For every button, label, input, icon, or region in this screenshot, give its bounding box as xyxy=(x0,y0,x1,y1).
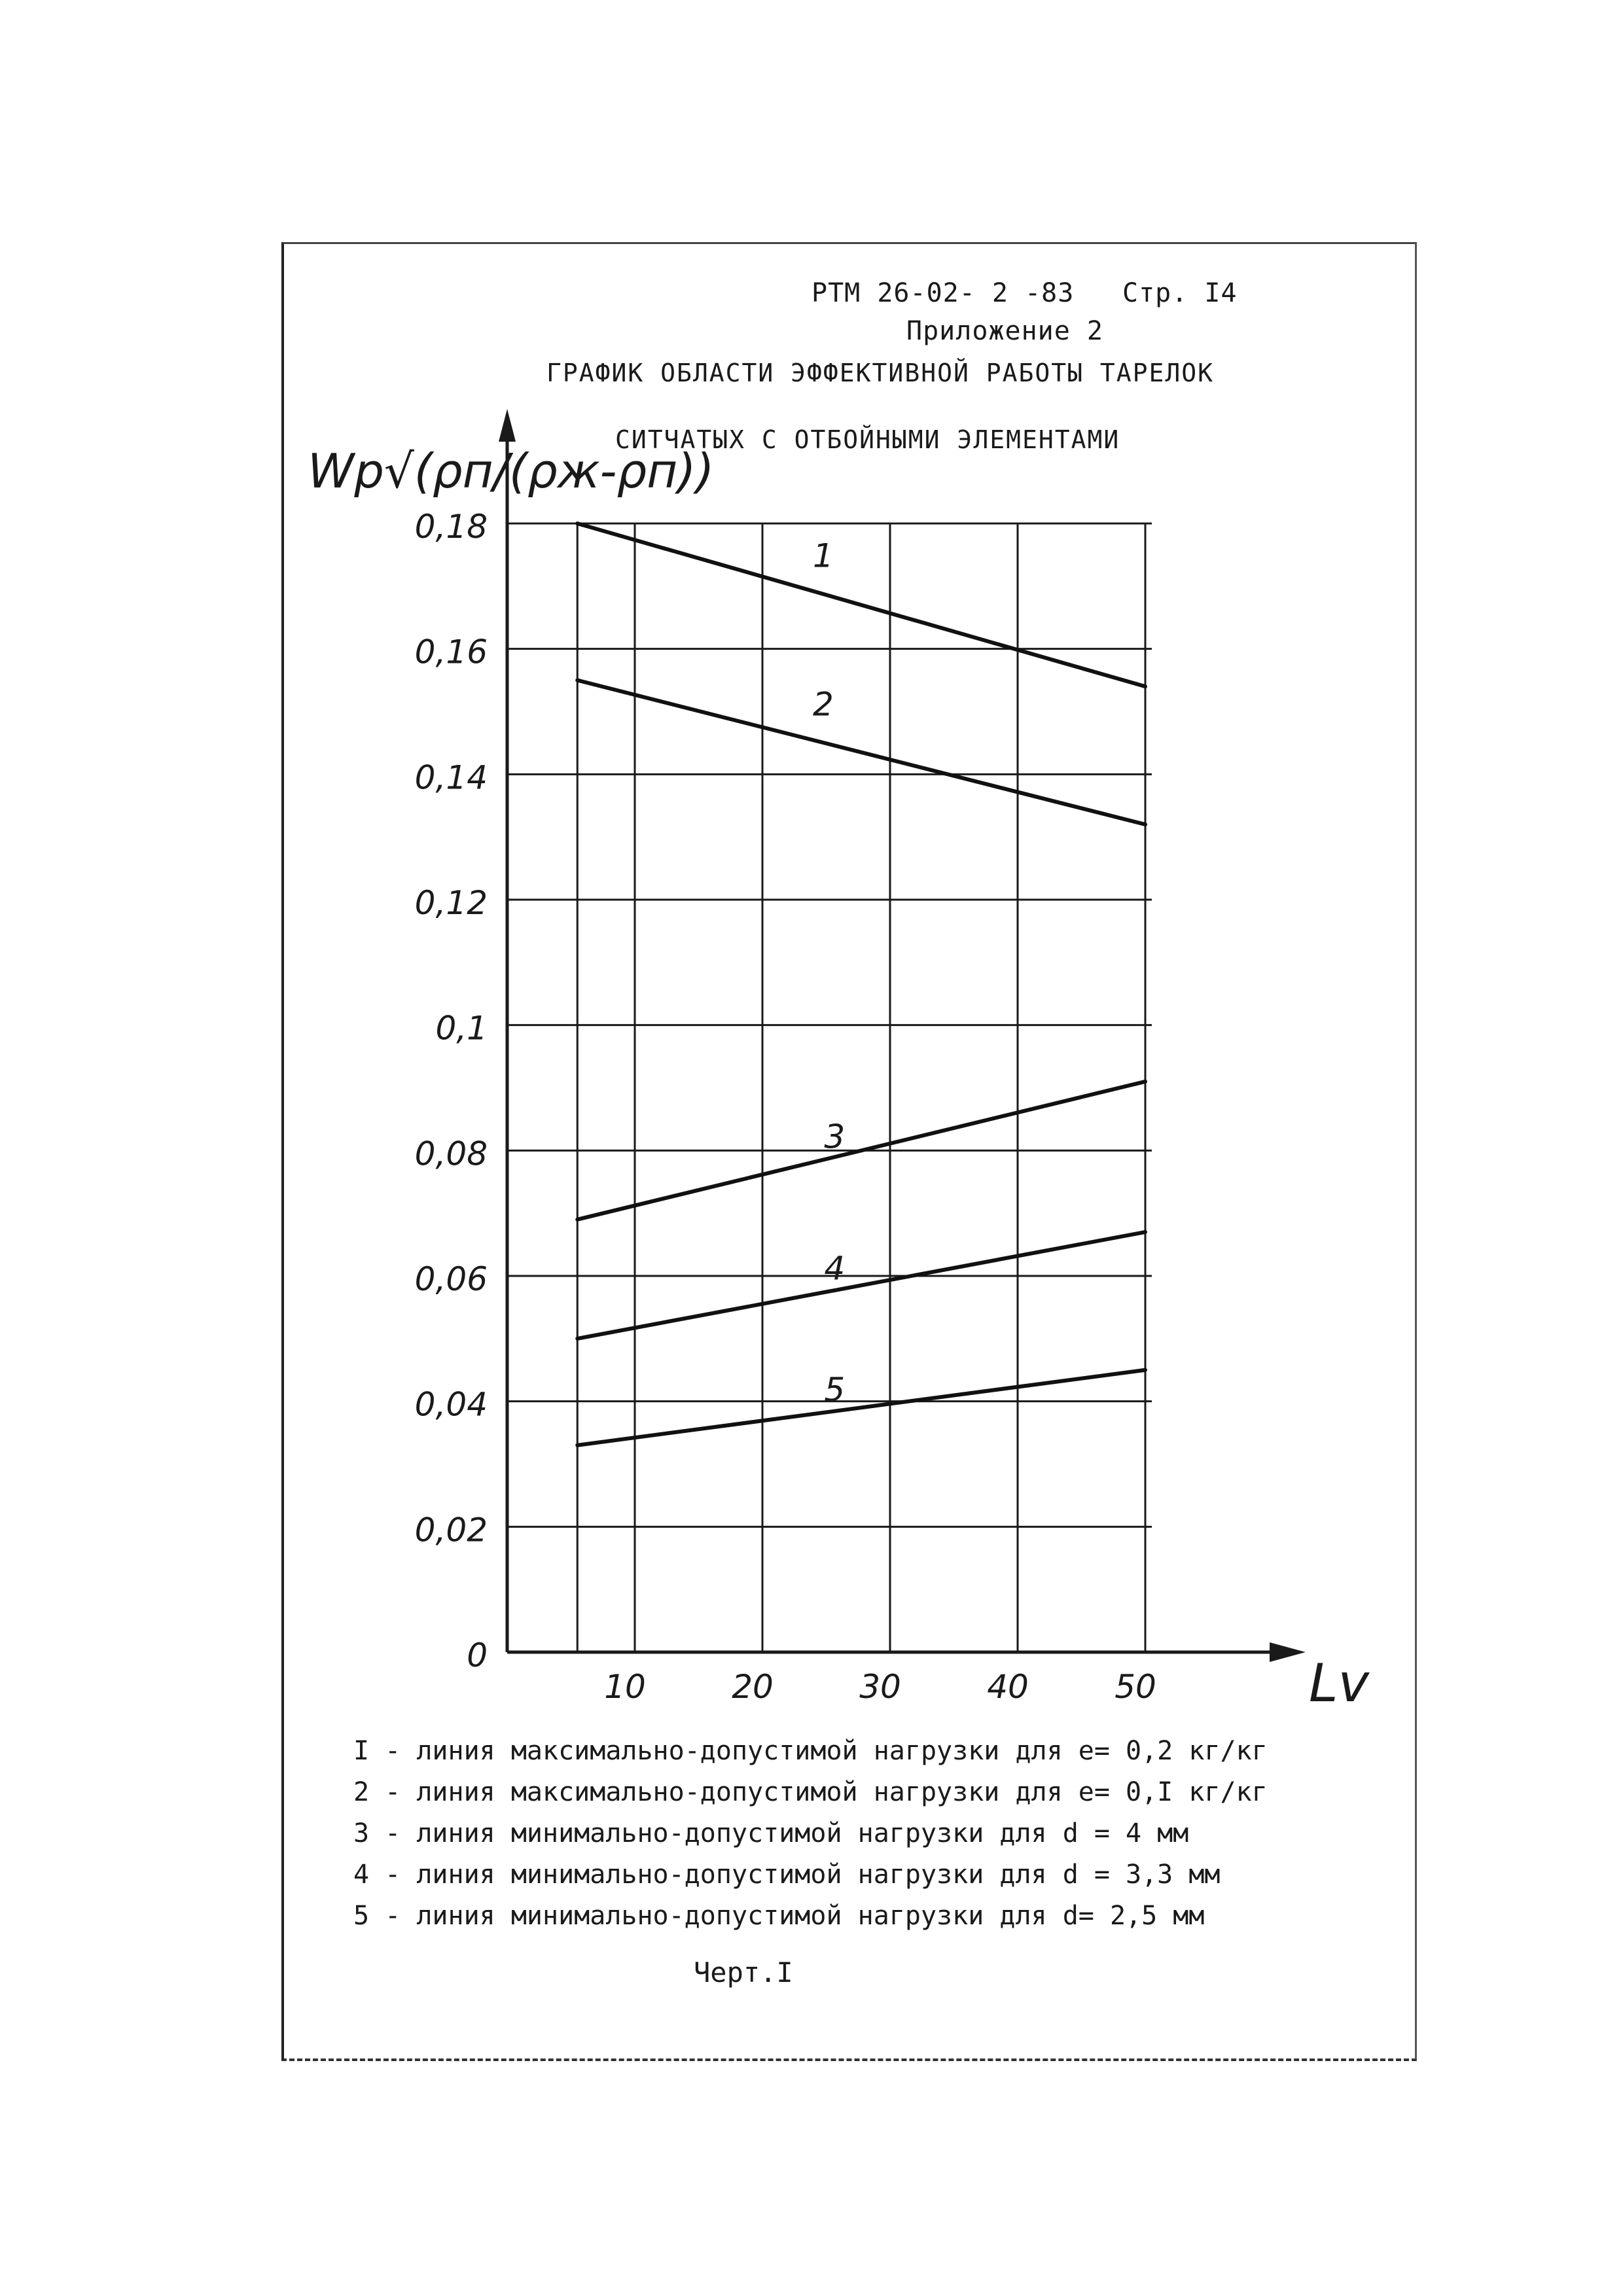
y-tick-label-0: 0 xyxy=(467,1636,488,1674)
x-tick-label-2: 30 xyxy=(859,1668,901,1706)
series-label-2: 2 xyxy=(812,685,834,724)
series-label-3: 3 xyxy=(824,1118,846,1156)
series-lines xyxy=(577,523,1145,1445)
legend xyxy=(353,1731,1268,1937)
x-tick-label-3: 40 xyxy=(987,1668,1029,1706)
series-label-4: 4 xyxy=(824,1249,846,1288)
x-tick-label-0: 10 xyxy=(604,1668,646,1706)
y-tick-label-9: 0,18 xyxy=(414,508,488,546)
y-axis-label-text: Wp√(ρп/(ρж-ρп)) xyxy=(308,444,715,499)
y-tick-label-5: 0,1 xyxy=(435,1009,488,1048)
legend-item-2: 2 - линия максимально-допустимой нагрузки для e= 0,I кг/кг xyxy=(353,1777,1268,1807)
figure-caption: Черт.I xyxy=(694,1956,793,1988)
x-axis-arrow xyxy=(1270,1642,1306,1662)
series-label-5: 5 xyxy=(824,1370,846,1409)
legend-item-4: 4 - линия минимально-допустимой нагрузки для d = 3,3 мм xyxy=(353,1860,1221,1890)
x-tick-label-1: 20 xyxy=(732,1668,774,1706)
legend-item-5: 5 - линия минимально-допустимой нагрузки для d= 2,5 мм xyxy=(353,1901,1205,1931)
page-number: Стр. I4 xyxy=(1122,278,1238,308)
x-axis-label: Lv xyxy=(1309,1653,1369,1714)
y-tick-label-1: 0,02 xyxy=(414,1511,488,1549)
y-tick-label-7: 0,14 xyxy=(414,758,488,797)
legend-item-3: 3 - линия минимально-допустимой нагрузки для d = 4 мм xyxy=(353,1818,1189,1848)
legend-item-1: I - линия максимально-допустимой нагрузки для e= 0,2 кг/кг xyxy=(353,1736,1268,1766)
y-tick-label-8: 0,16 xyxy=(414,633,488,671)
chart-title: ГРАФИК ОБЛАСТИ ЭФФЕКТИВНОЙ РАБОТЫ ТАРЕЛОК xyxy=(546,359,1214,387)
series-line-2 xyxy=(577,680,1145,824)
y-tick-label-6: 0,12 xyxy=(414,884,488,922)
y-tick-label-2: 0,04 xyxy=(414,1385,488,1424)
series-line-4 xyxy=(577,1232,1145,1339)
y-axis-label xyxy=(308,444,715,499)
series-line-5 xyxy=(577,1370,1145,1445)
series-label-1: 1 xyxy=(812,537,834,575)
y-tick-label-4: 0,08 xyxy=(414,1135,488,1173)
appendix-label: Приложение 2 xyxy=(906,316,1103,346)
chart-axes xyxy=(499,409,1306,1662)
series-line-1 xyxy=(577,523,1145,686)
document-code: РТМ 26-02- 2 -83 xyxy=(812,278,1075,308)
x-tick-label-4: 50 xyxy=(1115,1668,1156,1706)
y-tick-label-3: 0,06 xyxy=(414,1260,488,1298)
chart-subtitle: СИТЧАТЫХ С ОТБОЙНЫМИ ЭЛЕМЕНТАМИ xyxy=(615,425,1120,454)
y-axis-arrow xyxy=(499,409,516,442)
